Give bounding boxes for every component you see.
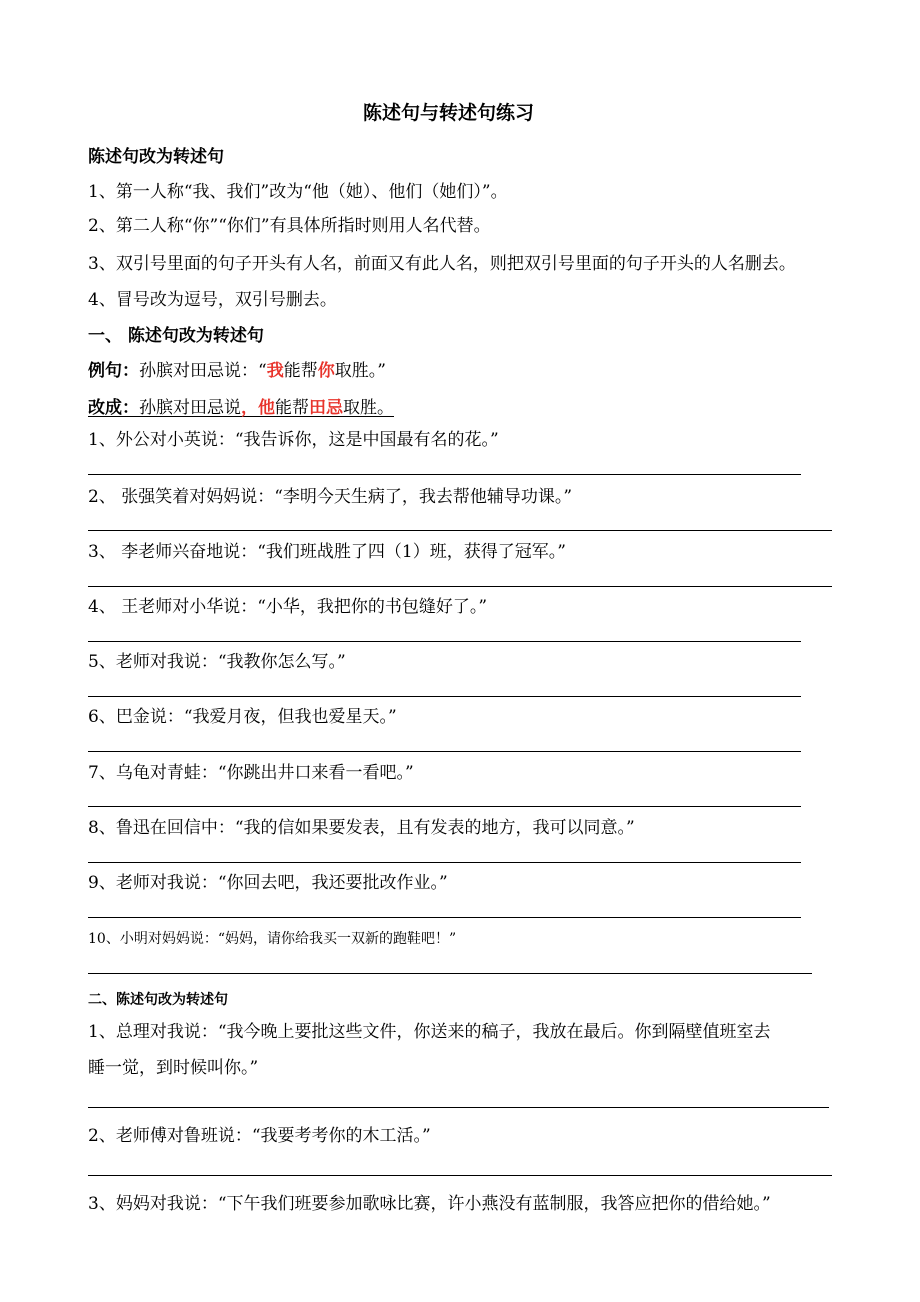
rules-heading: 陈述句改为转述句 bbox=[88, 147, 224, 167]
question-item: 10、小明对妈妈说：“妈妈，请你给我买一双新的跑鞋吧！” bbox=[88, 931, 457, 947]
answer-highlight: 田忌 bbox=[309, 398, 343, 418]
example-sentence bbox=[88, 360, 386, 382]
answer-highlight: ，他 bbox=[241, 398, 275, 418]
answer-line[interactable] bbox=[88, 1175, 832, 1176]
answer-line[interactable] bbox=[88, 751, 801, 752]
question-item: 8、鲁迅在回信中：“我的信如果要发表，且有发表的地方，我可以同意。” bbox=[88, 818, 635, 838]
example-highlight: 我 bbox=[266, 361, 284, 381]
question-item: 3、妈妈对我说：“下午我们班要参加歌咏比赛，许小燕没有蓝制服，我答应把你的借给她。” bbox=[88, 1194, 771, 1214]
page-title: 陈述句与转述句练习 bbox=[363, 102, 535, 124]
question-item: 2、 张强笑着对妈妈说：“李明今天生病了，我去帮他辅导功课。” bbox=[88, 487, 573, 507]
answer-line[interactable] bbox=[88, 586, 832, 587]
question-item: 3、 李老师兴奋地说：“我们班战胜了四（1）班，获得了冠军。” bbox=[88, 542, 566, 562]
answer-line[interactable] bbox=[88, 862, 801, 863]
answer-line[interactable] bbox=[88, 530, 832, 531]
question-item: 1、总理对我说：“我今晚上要批这些文件，你送来的稿子，我放在最后。你到隔壁值班室去 bbox=[88, 1022, 771, 1042]
answer-line[interactable] bbox=[88, 806, 801, 807]
example-text: 能帮 bbox=[283, 361, 318, 381]
question-item-continued: 睡一觉，到时候叫你。” bbox=[88, 1058, 259, 1078]
question-item: 6、巴金说：“我爱月夜，但我也爱星天。” bbox=[88, 707, 397, 727]
rule-item: 3、双引号里面的句子开头有人名，前面又有此人名，则把双引号里面的句子开头的人名删去。 bbox=[88, 254, 796, 274]
answer-line[interactable] bbox=[88, 917, 801, 918]
question-item: 1、外公对小英说：“我告诉你，这是中国最有名的花。” bbox=[88, 430, 499, 450]
rule-item: 2、第二人称“你”“你们”有具体所指时则用人名代替。 bbox=[88, 216, 491, 236]
example-text: 孙膑对田忌说：“ bbox=[139, 361, 267, 381]
section1-heading: 一、 陈述句改为转述句 bbox=[88, 326, 264, 346]
question-item: 2、老师傅对鲁班说：“我要考考你的木工活。” bbox=[88, 1126, 431, 1146]
answer-text: 孙膑对田忌说 bbox=[139, 398, 241, 418]
answer-line[interactable] bbox=[88, 641, 801, 642]
answer-label: 改成： bbox=[88, 398, 139, 418]
section2-heading: 二、陈述句改为转述句 bbox=[88, 992, 228, 1008]
answer-line[interactable] bbox=[88, 474, 801, 475]
answer-line[interactable] bbox=[88, 1107, 829, 1108]
question-item: 9、老师对我说：“你回去吧，我还要批改作业。” bbox=[88, 873, 448, 893]
rule-item: 4、冒号改为逗号，双引号删去。 bbox=[88, 290, 337, 310]
example-highlight: 你 bbox=[317, 361, 335, 381]
question-item: 5、老师对我说：“我教你怎么写。” bbox=[88, 652, 346, 672]
answer-line[interactable] bbox=[88, 973, 812, 974]
answer-sentence bbox=[88, 397, 394, 419]
answer-line[interactable] bbox=[88, 696, 801, 697]
answer-text: 能帮 bbox=[275, 398, 309, 418]
example-label: 例句： bbox=[88, 361, 139, 381]
rule-item: 1、第一人称“我、我们”改为“他（她）、他们（她们）”。 bbox=[88, 182, 508, 202]
question-item: 4、 王老师对小华说：“小华，我把你的书包缝好了。” bbox=[88, 597, 488, 617]
example-text: 取胜。” bbox=[334, 361, 386, 381]
question-item: 7、乌龟对青蛙：“你跳出井口来看一看吧。” bbox=[88, 763, 414, 783]
answer-text: 取胜。 bbox=[343, 398, 394, 418]
